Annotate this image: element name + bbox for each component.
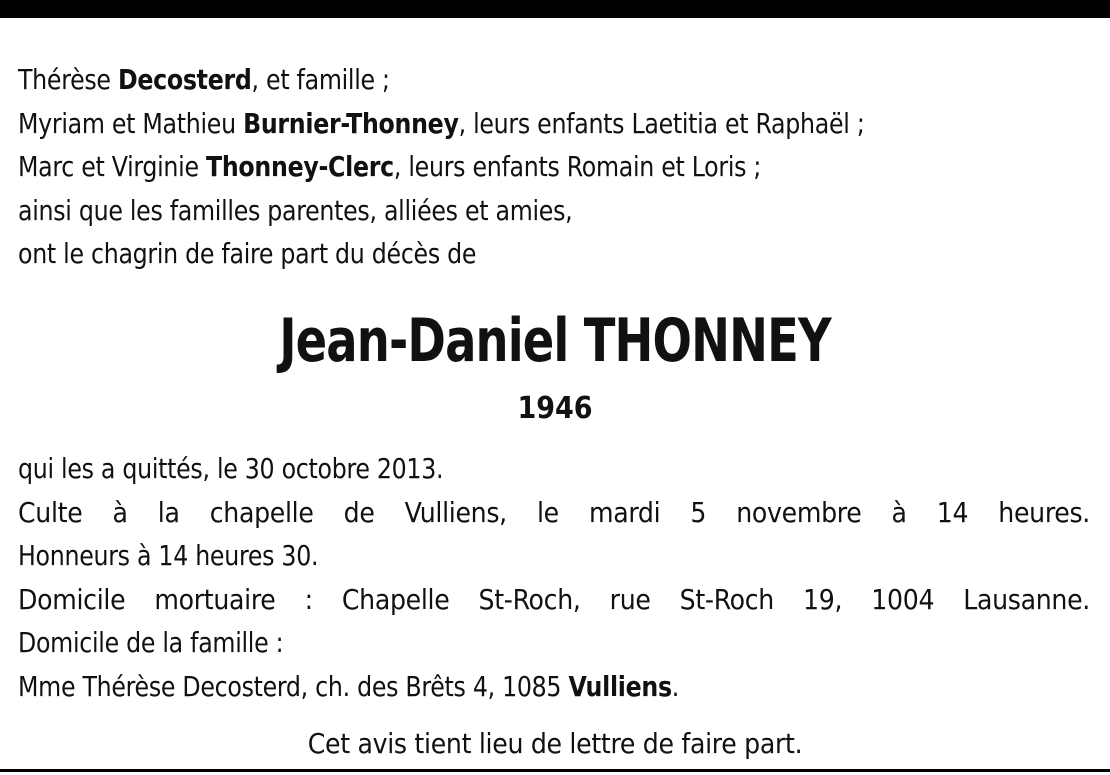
- deceased-name: Jean-Daniel THONNEY: [279, 306, 831, 376]
- family-home-label: [18, 621, 1090, 665]
- family-surname: Thonney-Clerc: [205, 150, 394, 183]
- family-line-prefix: Marc et Virginie: [18, 150, 206, 183]
- family-address-text: [18, 665, 679, 709]
- family-line-suffix: , et famille ;: [251, 63, 390, 96]
- birth-year: 1946: [517, 391, 593, 426]
- family-address-line: [18, 665, 1090, 709]
- family-line-prefix: Myriam et Mathieu: [18, 106, 244, 140]
- funeral-details: [18, 447, 1090, 708]
- death-date-line: [18, 447, 1090, 491]
- family-line-prefix: Thérèse: [18, 63, 118, 96]
- family-surname: Decosterd: [117, 63, 252, 96]
- family-line-burnier-thonney: [18, 102, 1031, 146]
- family-line-decosterd: [18, 58, 1031, 102]
- family-line-suffix: , leurs enfants Laetitia et Raphaël ;: [458, 106, 865, 140]
- relatives-line: ainsi que les familles parentes, alliées et amies,: [18, 193, 573, 227]
- bottom-border: [0, 769, 1110, 772]
- honours-text: Honneurs à 14 heures 30.: [18, 539, 319, 572]
- footer-note: Cet avis tient lieu de lettre de faire part.: [307, 727, 803, 760]
- service-line: Culte à la chapelle de Vulliens, le mardi 5 novembre à 14 heures.: [18, 495, 1090, 529]
- family-address-suffix: .: [671, 669, 680, 703]
- honours-line: [18, 534, 1090, 578]
- family-home-label-text: Domicile de la famille :: [18, 626, 284, 659]
- family-address-prefix: Mme Thérèse Decosterd, ch. des Brêts 4, 1085: [18, 669, 569, 703]
- family-line-suffix: , leurs enfants Romain et Loris ;: [393, 150, 762, 183]
- intro-line: ont le chagrin de faire part du décès de: [18, 237, 477, 270]
- deceased-block: [0, 303, 1110, 429]
- family-surname: Burnier-Thonney: [243, 106, 459, 140]
- top-border: [0, 0, 1110, 18]
- family-address-town: Vulliens: [568, 669, 672, 703]
- family-line-thonney-clerc: [18, 145, 1031, 189]
- death-date-text: qui les a quittés, le 30 octobre 2013.: [18, 452, 444, 485]
- family-announcement: [18, 58, 1096, 276]
- mortuary-line: Domicile mortuaire : Chapelle St-Roch, rue St-Roch 19, 1004 Lausanne.: [18, 582, 1090, 616]
